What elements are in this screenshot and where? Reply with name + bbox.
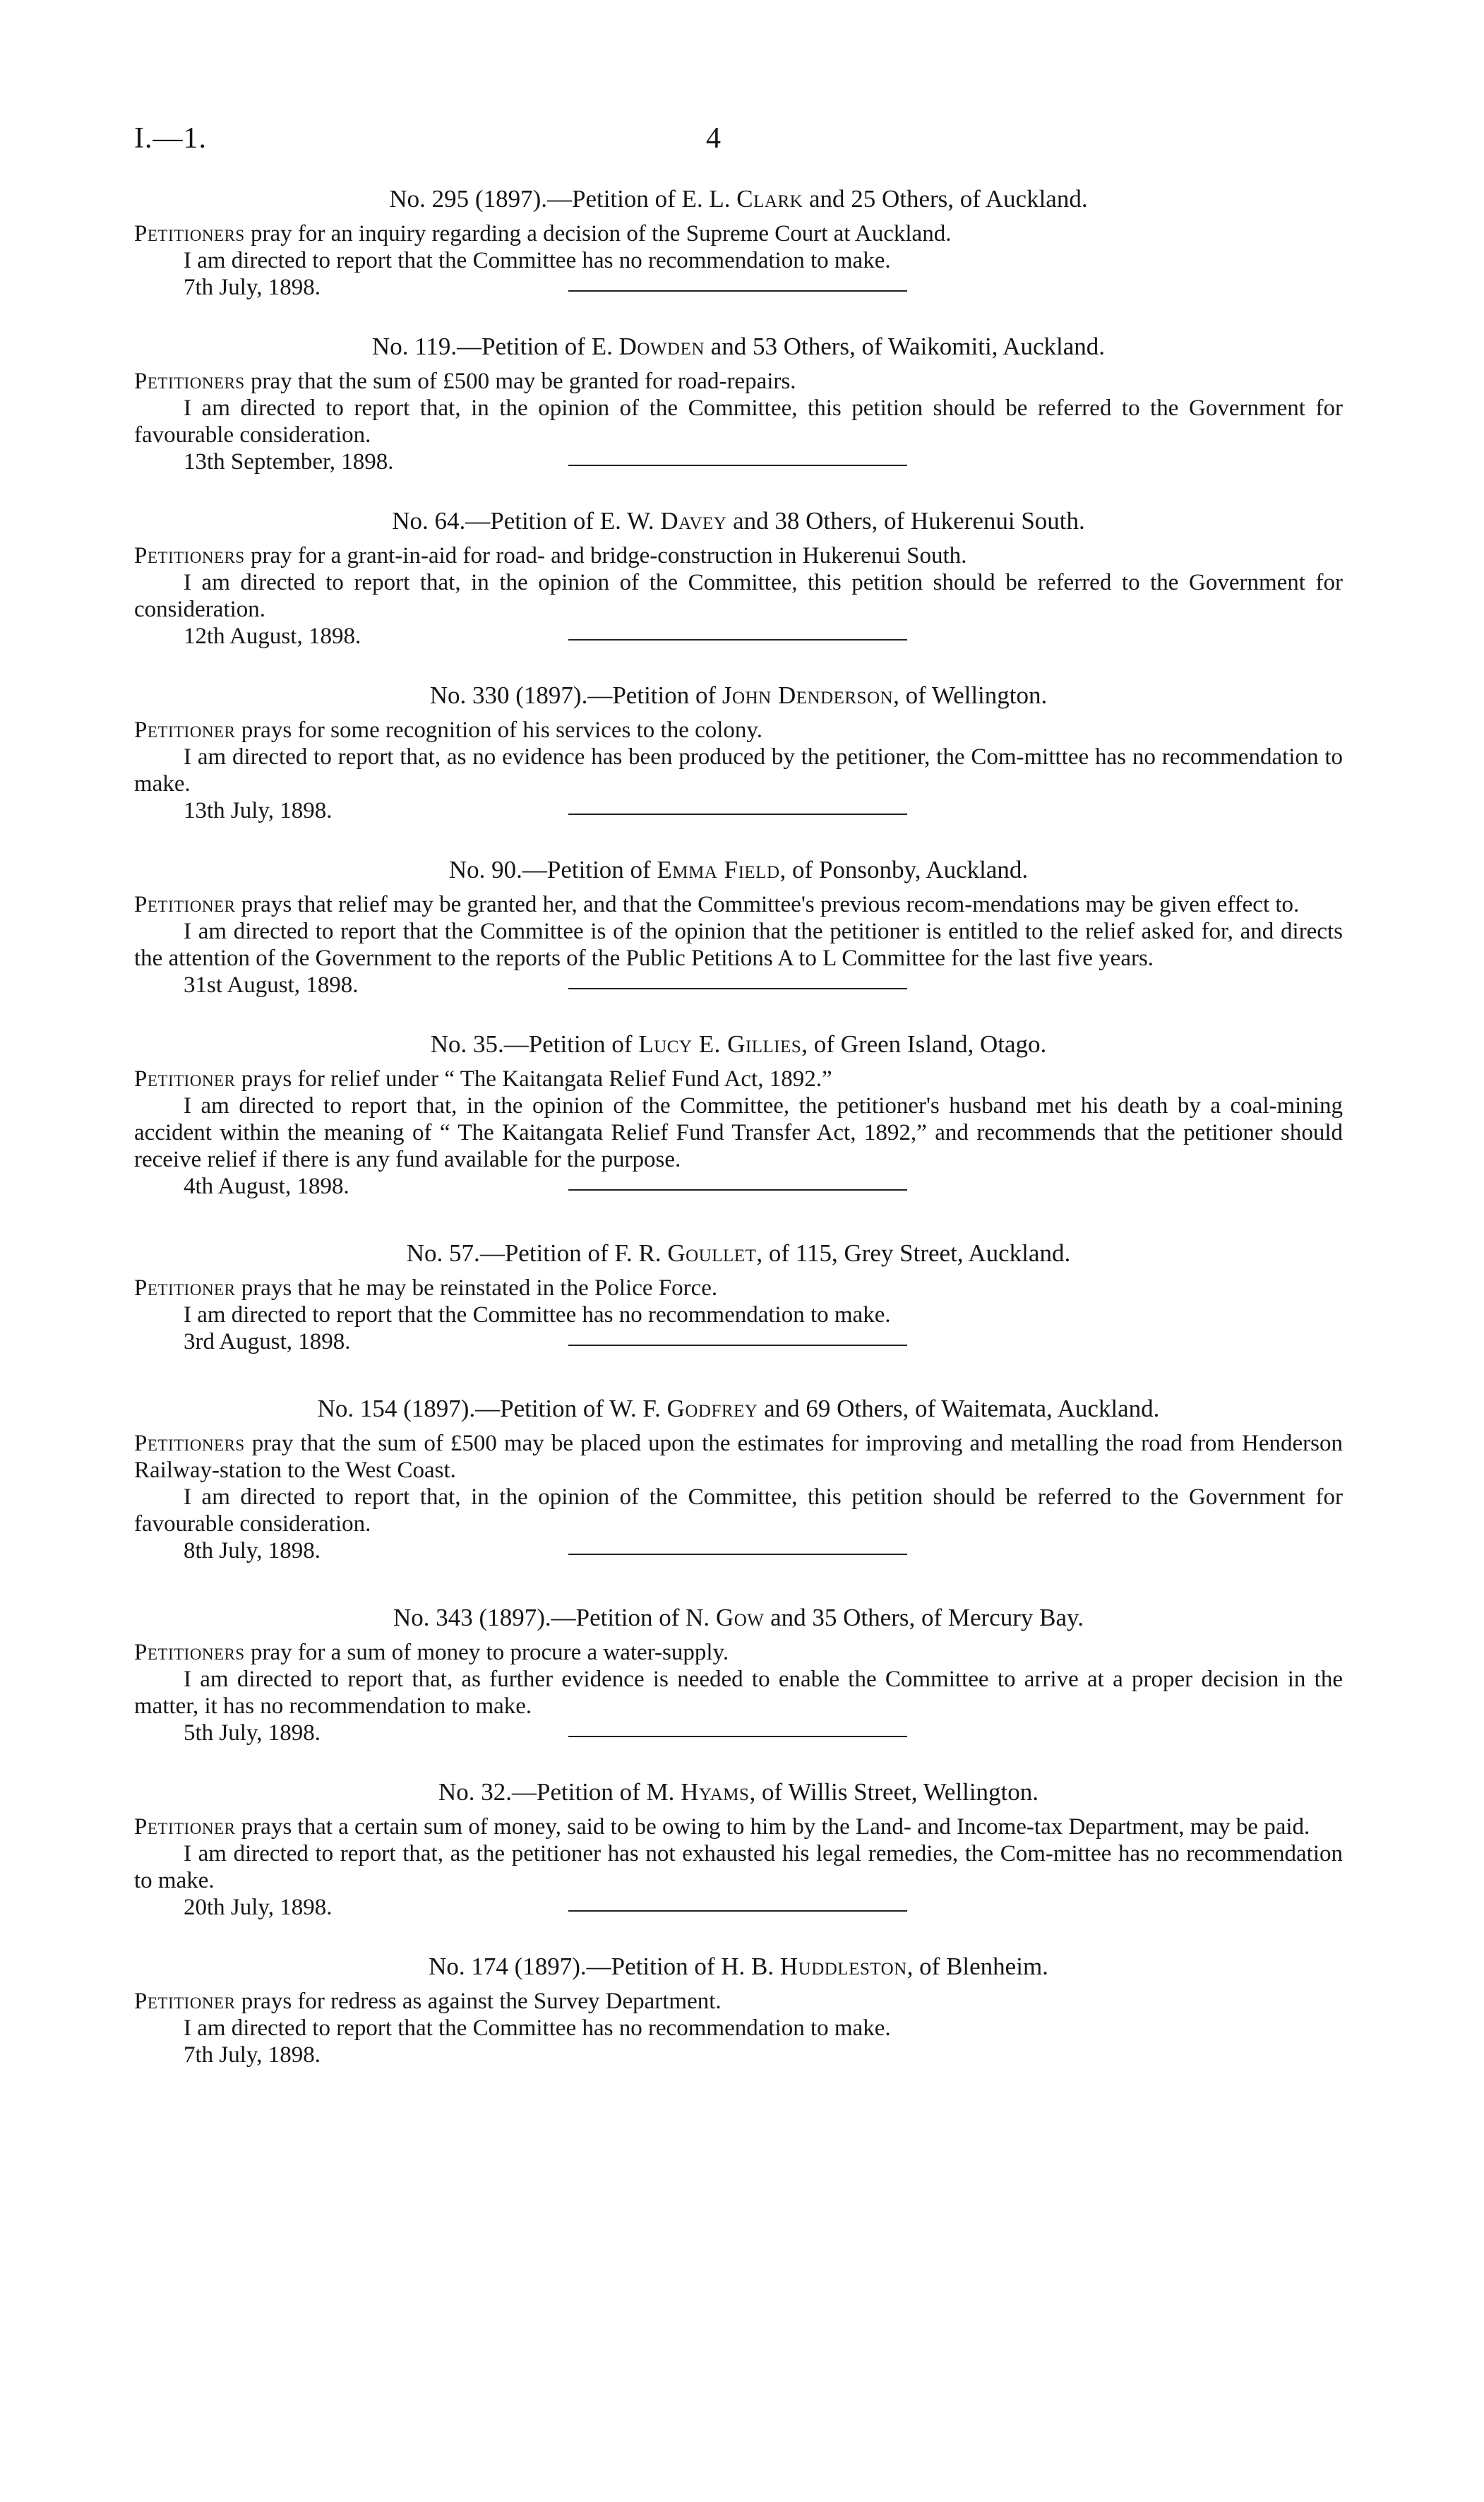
petition-number: No. 32. [438, 1778, 512, 1806]
prayer-text: prays for some recognition of his services to the colony. [235, 717, 763, 743]
page-id: I.—1. [134, 122, 207, 155]
report-date: 31st August, 1898. [184, 972, 359, 998]
petition-title [134, 1030, 1343, 1059]
petition-title [134, 1239, 1343, 1268]
prayer-text: prays that he may be reinstated in the Police Force. [235, 1275, 718, 1301]
petition-title-prefix: —Petition of E. W. [465, 507, 661, 535]
petition-prayer [134, 1275, 1343, 1301]
section-divider [568, 1189, 907, 1191]
committee-finding: I am directed to report that, as no evidence has been produced by the petitioner, the Com-mitttee has no recommendation to make. [134, 744, 1343, 797]
petition-title-prefix: —Petition of [503, 1030, 639, 1058]
petition-entry [134, 1239, 1343, 1355]
petitioner-label: Petitioners [134, 369, 245, 394]
petition-entry [134, 681, 1343, 824]
committee-finding: I am directed to report that the Committee is of the opinion that the petitioner is entitled to the relief asked for, and directs the attention of the Government to the reports of the Public Petitions A to L Committee for the last five years. [134, 919, 1343, 971]
petition-number: No. 90. [448, 856, 522, 883]
section-divider [568, 1345, 907, 1346]
petition-date-line [134, 972, 1343, 999]
petitioner-surname: Lucy E. Gillies [638, 1030, 802, 1058]
prayer-text: prays for redress as against the Survey Department. [235, 1989, 722, 2014]
prayer-text: pray for a sum of money to procure a water-supply. [244, 1640, 729, 1665]
prayer-text: prays that relief may be granted her, and that the Committee's previous recom-mendations may be given effect to. [235, 892, 1300, 917]
petitioner-surname: Gow [715, 1604, 765, 1631]
petition-prayer [134, 1430, 1343, 1484]
report-date: 12th August, 1898. [184, 624, 361, 649]
petition-prayer [134, 220, 1343, 247]
prayer-text: pray for an inquiry regarding a decision of the Supreme Court at Auckland. [244, 221, 952, 246]
report-date: 4th August, 1898. [184, 1174, 349, 1199]
petition-title-suffix: , of Ponsonby, Auckland. [779, 856, 1029, 883]
prayer-text: pray that the sum of £500 may be placed upon the estimates for improving and metalling the road from Henderson Railway-station to the West Coast. [134, 1431, 1343, 1483]
petition-number: No. 154 (1897). [317, 1395, 476, 1422]
petitioner-label: Petitioner [134, 1275, 236, 1301]
committee-finding: I am directed to report that the Committee has no recommendation to make. [184, 2015, 891, 2041]
petition-title-prefix: —Petition of E. [457, 333, 619, 360]
petition-title-prefix: —Petition of [522, 856, 657, 883]
report-date: 13th July, 1898. [184, 798, 333, 823]
petition-title-suffix: , of Green Island, Otago. [801, 1030, 1047, 1058]
petition-prayer [134, 368, 1343, 395]
petition-title [134, 1604, 1343, 1632]
section-divider [568, 1910, 907, 1912]
petition-number: No. 64. [392, 507, 466, 535]
petition-number: No. 174 (1897). [429, 1953, 587, 1980]
petition-number: No. 119. [371, 333, 457, 360]
petitioner-label: Petitioners [134, 1640, 245, 1665]
report-date: 20th July, 1898. [184, 1895, 333, 1920]
petition-prayer [134, 717, 1343, 744]
petition-list [134, 185, 1343, 2068]
petition-number: No. 57. [406, 1239, 480, 1267]
report-date: 5th July, 1898. [184, 1720, 321, 1746]
petition-title-prefix: —Petition of N. [551, 1604, 716, 1631]
petition-title-suffix: and 69 Others, of Waitemata, Auckland. [758, 1395, 1160, 1422]
petition-number: No. 330 (1897). [429, 681, 588, 709]
petition-title-suffix: , of 115, Grey Street, Auckland. [756, 1239, 1071, 1267]
committee-finding: I am directed to report that the Committee has no recommendation to make. [184, 248, 891, 273]
petition-prayer [134, 1988, 1343, 2015]
committee-finding: I am directed to report that, in the opinion of the Committee, this petition should be referred to the Government for favourable consideration. [134, 395, 1343, 448]
petition-prayer [134, 1813, 1343, 1840]
petition-title-suffix: , of Willis Street, Wellington. [749, 1778, 1039, 1806]
petition-date-line [134, 1720, 1343, 1746]
page-number: 4 [706, 122, 721, 155]
petition-number: No. 35. [430, 1030, 504, 1058]
petition-date-line [134, 1894, 1343, 1921]
petition-prayer [134, 1066, 1343, 1092]
petition-entry [134, 1953, 1343, 2068]
petition-entry [134, 333, 1343, 475]
prayer-text: pray for a grant-in-aid for road- and bridge-construction in Hukerenui South. [244, 543, 967, 568]
petition-title-prefix: —Petition of [587, 681, 722, 709]
petition-entry [134, 856, 1343, 999]
petitioner-label: Petitioner [134, 1989, 236, 2014]
prayer-text: prays that a certain sum of money, said to be owing to him by the Land- and Income-tax Department, may be paid. [235, 1814, 1310, 1840]
petition-date-line [134, 274, 1343, 301]
petition-number: No. 343 (1897). [393, 1604, 551, 1631]
report-date: 7th July, 1898. [184, 2042, 321, 2068]
petitioner-surname: Hyams [681, 1778, 750, 1806]
petitioner-surname: Davey [660, 507, 727, 535]
petition-title-suffix: and 25 Others, of Auckland. [803, 185, 1088, 213]
committee-finding: I am directed to report that, in the opinion of the Committee, the petitioner's husband met his death by a coal-mining accident within the meaning of “ The Kaitangata Relief Fund Transfer Act, 1892,” and recommends that the petitioner should receive relief if there is any fund available for the purpose. [134, 1093, 1343, 1172]
petition-title-prefix: —Petition of M. [512, 1778, 681, 1806]
committee-finding: I am directed to report that, in the opinion of the Committee, this petition should be referred to the Government for consideration. [134, 570, 1343, 622]
petitioner-surname: Huddleston [779, 1953, 907, 1980]
petition-title-prefix: —Petition of E. L. [546, 185, 737, 213]
prayer-text: prays for relief under “ The Kaitangata Relief Fund Act, 1892.” [235, 1066, 832, 1092]
petition-title [134, 1778, 1343, 1806]
report-date: 7th July, 1898. [184, 275, 321, 300]
petition-title-prefix: —Petition of H. B. [586, 1953, 780, 1980]
petition-entry [134, 1604, 1343, 1746]
petitioner-surname: Dowden [618, 333, 705, 360]
committee-finding: I am directed to report that, as the petitioner has not exhausted his legal remedies, the Com-mittee has no recommendation to make. [134, 1841, 1343, 1893]
section-divider [568, 465, 907, 466]
petition-title-suffix: and 35 Others, of Mercury Bay. [764, 1604, 1084, 1631]
section-divider [568, 814, 907, 815]
petition-title-suffix: , of Blenheim. [906, 1953, 1048, 1980]
section-divider [568, 1736, 907, 1737]
petitioner-label: Petitioner [134, 717, 236, 743]
petition-title [134, 507, 1343, 535]
petitioner-label: Petitioner [134, 1066, 236, 1092]
report-date: 13th September, 1898. [184, 449, 394, 475]
petition-date-line [134, 623, 1343, 650]
petitioner-label: Petitioners [134, 221, 245, 246]
petition-number: No. 295 (1897). [389, 185, 547, 213]
petition-title [134, 1953, 1343, 1981]
petition-title [134, 681, 1343, 710]
section-divider [568, 639, 907, 641]
report-date: 8th July, 1898. [184, 1538, 321, 1563]
petition-prayer [134, 891, 1343, 918]
petition-date-line [134, 797, 1343, 824]
petitioner-surname: Godfrey [666, 1395, 758, 1422]
petition-entry [134, 1395, 1343, 1564]
petitioner-surname: John Denderson [722, 681, 894, 709]
petition-title-suffix: , of Wellington. [893, 681, 1048, 709]
petitioner-label: Petitioner [134, 892, 236, 917]
petition-entry [134, 185, 1343, 301]
committee-finding: I am directed to report that, as further evidence is needed to enable the Committee to arrive at a proper decision in the matter, it has no recommendation to make. [134, 1667, 1343, 1719]
page-header [0, 0, 1484, 184]
petition-title-prefix: —Petition of W. F. [475, 1395, 667, 1422]
petitioner-label: Petitioners [134, 543, 245, 568]
petition-date-line [134, 2042, 1343, 2068]
petition-title-prefix: —Petition of F. R. [479, 1239, 668, 1267]
petition-title [134, 1395, 1343, 1423]
petition-entry [134, 1778, 1343, 1921]
petition-prayer [134, 542, 1343, 569]
petition-title [134, 333, 1343, 361]
petitioner-label: Petitioner [134, 1814, 236, 1840]
petition-entry [134, 1030, 1343, 1200]
petition-prayer [134, 1639, 1343, 1666]
petitioner-surname: Goullet [667, 1239, 757, 1267]
petition-title [134, 185, 1343, 213]
committee-finding: I am directed to report that the Committee has no recommendation to make. [184, 1302, 891, 1328]
petitioner-surname: Clark [736, 185, 803, 213]
petition-title [134, 856, 1343, 884]
committee-finding: I am directed to report that, in the opinion of the Committee, this petition should be referred to the Government for favourable consideration. [134, 1484, 1343, 1537]
report-date: 3rd August, 1898. [184, 1329, 351, 1354]
petitioner-surname: Emma Field [657, 856, 780, 883]
petition-date-line [134, 1328, 1343, 1355]
petition-date-line [134, 1537, 1343, 1564]
petition-entry [134, 507, 1343, 650]
prayer-text: pray that the sum of £500 may be granted for road-repairs. [244, 369, 796, 394]
petition-date-line [134, 448, 1343, 475]
section-divider [568, 1554, 907, 1555]
section-divider [568, 988, 907, 989]
petition-date-line [134, 1173, 1343, 1200]
petitioner-label: Petitioners [134, 1431, 245, 1456]
petition-title-suffix: and 53 Others, of Waikomiti, Auckland. [704, 333, 1106, 360]
petition-title-suffix: and 38 Others, of Hukerenui South. [726, 507, 1085, 535]
section-divider [568, 290, 907, 292]
